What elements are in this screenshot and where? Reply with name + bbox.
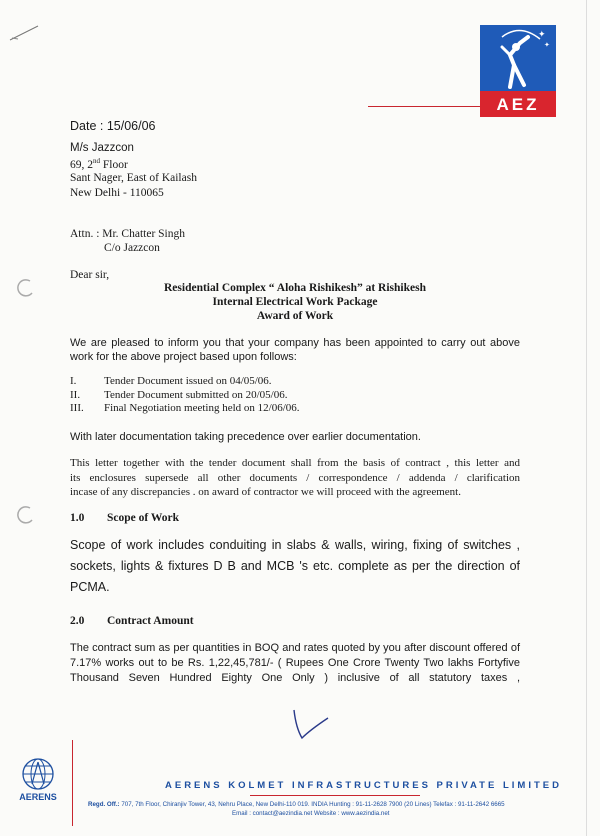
footer-contact: Email : contact@aezindia.net Website : www.aezindia.net bbox=[232, 810, 390, 817]
intro-paragraph bbox=[70, 337, 520, 365]
footer-rule bbox=[250, 795, 420, 796]
list-item bbox=[70, 388, 288, 403]
letter-date: Date : 15/06/06 bbox=[70, 119, 156, 133]
letter-line-1: This letter together with the tender document shall from the basis of contract , this letter and bbox=[70, 457, 520, 469]
scope-line-2: sockets, lights & fixtures D B and MCB 's etc. complete as per the direction of bbox=[70, 559, 520, 573]
punch-hole-bottom bbox=[14, 504, 36, 526]
address-line-1 bbox=[70, 157, 197, 172]
footer-vertical-rule bbox=[72, 740, 73, 826]
tender-list bbox=[70, 375, 300, 416]
footer-regd-text: 707, 7th Floor, Chiranjiv Tower, 43, Nehru Place, New Delhi-110 019. INDIA Hunting : 91-11-2628 7900 (20 Lines) Telefax : 91-11-2642 6665 bbox=[119, 801, 505, 808]
letter-line-3: incase of any discrepancies . on award of contractor we will proceed with the agreement. bbox=[70, 486, 461, 498]
subject-line-2: Internal Electrical Work Package bbox=[212, 296, 378, 308]
page-edge-right bbox=[586, 0, 587, 836]
list-item-text: Final Negotiation meeting held on 12/06/06. bbox=[104, 402, 300, 414]
list-item bbox=[70, 402, 300, 416]
aerens-globe-icon bbox=[18, 756, 58, 792]
scope-paragraph bbox=[70, 538, 520, 601]
footer-company-name: AERENS KOLMET INFRASTRUCTURES PRIVATE LIMITED bbox=[165, 780, 562, 791]
header-rule bbox=[368, 106, 480, 107]
list-item-number: III. bbox=[70, 402, 84, 414]
contract-line-1: The contract sum as per quantities in BOQ and rates quoted by you after discount offered of bbox=[70, 642, 520, 654]
address-line-3: New Delhi - 110065 bbox=[70, 187, 164, 199]
recipient-address bbox=[70, 142, 197, 202]
contract-line-3: Thousand Seven Hundred Eighty One Only ) inclusive of all statutory taxes , bbox=[70, 672, 520, 684]
letter-paragraph bbox=[70, 457, 520, 501]
section-2-number: 2.0 bbox=[70, 615, 85, 627]
subject-line-3: Award of Work bbox=[256, 310, 334, 322]
address-line-2: Sant Nager, East of Kailash bbox=[70, 172, 197, 184]
signature-mark bbox=[288, 708, 334, 744]
attention-line: Attn. : Mr. Chatter Singh bbox=[70, 228, 185, 240]
punch-hole-top bbox=[14, 277, 36, 299]
scope-line-3: PCMA. bbox=[70, 580, 110, 594]
letter-line-2: its enclosures supersede all other documents / correspondence / addenda / clarification bbox=[70, 471, 520, 484]
section-2-title: Contract Amount bbox=[107, 615, 194, 627]
svg-text:✦: ✦ bbox=[544, 41, 550, 49]
precedence-note: With later documentation taking precedence over earlier documentation. bbox=[70, 431, 421, 443]
aerens-logo-text: AERENS bbox=[19, 792, 57, 802]
recipient-name: M/s Jazzcon bbox=[70, 142, 134, 154]
section-1-title: Scope of Work bbox=[107, 512, 179, 524]
contract-line-2: 7.17% works out to be Rs. 1,22,45,781/- ( Rupees One Crore Twenty Two lakhs Fortyfive bbox=[70, 657, 520, 669]
subject-block bbox=[70, 282, 520, 324]
logo-text: AEZ bbox=[496, 95, 540, 114]
footer-regd-label: Regd. Off.: bbox=[88, 801, 120, 808]
list-item-number: I. bbox=[70, 375, 77, 387]
address-line-1-main: 69, 2 bbox=[70, 158, 93, 171]
list-item-number: II. bbox=[70, 388, 81, 401]
salutation: Dear sir, bbox=[70, 269, 110, 281]
subject-line-1: Residential Complex “ Aloha Rishikesh” at Rishikesh bbox=[164, 282, 426, 294]
address-line-1-sup: nd bbox=[93, 157, 100, 165]
aez-logo bbox=[480, 25, 556, 117]
footer-address bbox=[88, 801, 505, 808]
scope-line-1: Scope of work includes conduiting in slabs & walls, wiring, fixing of switches , bbox=[70, 538, 520, 552]
svg-text:✦: ✦ bbox=[538, 30, 546, 40]
intro-line-1: We are pleased to inform you that your company has been appointed to carry out above bbox=[70, 337, 520, 349]
list-item bbox=[70, 375, 272, 389]
intro-line-2: work for the above project based upon follows: bbox=[70, 351, 297, 363]
list-item-text: Tender Document submitted on 20/05/06. bbox=[104, 388, 288, 401]
pen-mark-top-left bbox=[8, 22, 42, 44]
archer-figure-icon bbox=[480, 25, 556, 95]
list-item-text: Tender Document issued on 04/05/06. bbox=[104, 375, 272, 387]
contract-paragraph bbox=[70, 642, 520, 687]
attention-co-line: C/o Jazzcon bbox=[104, 242, 160, 254]
address-line-1-post: Floor bbox=[100, 158, 128, 171]
section-1-number: 1.0 bbox=[70, 512, 85, 524]
